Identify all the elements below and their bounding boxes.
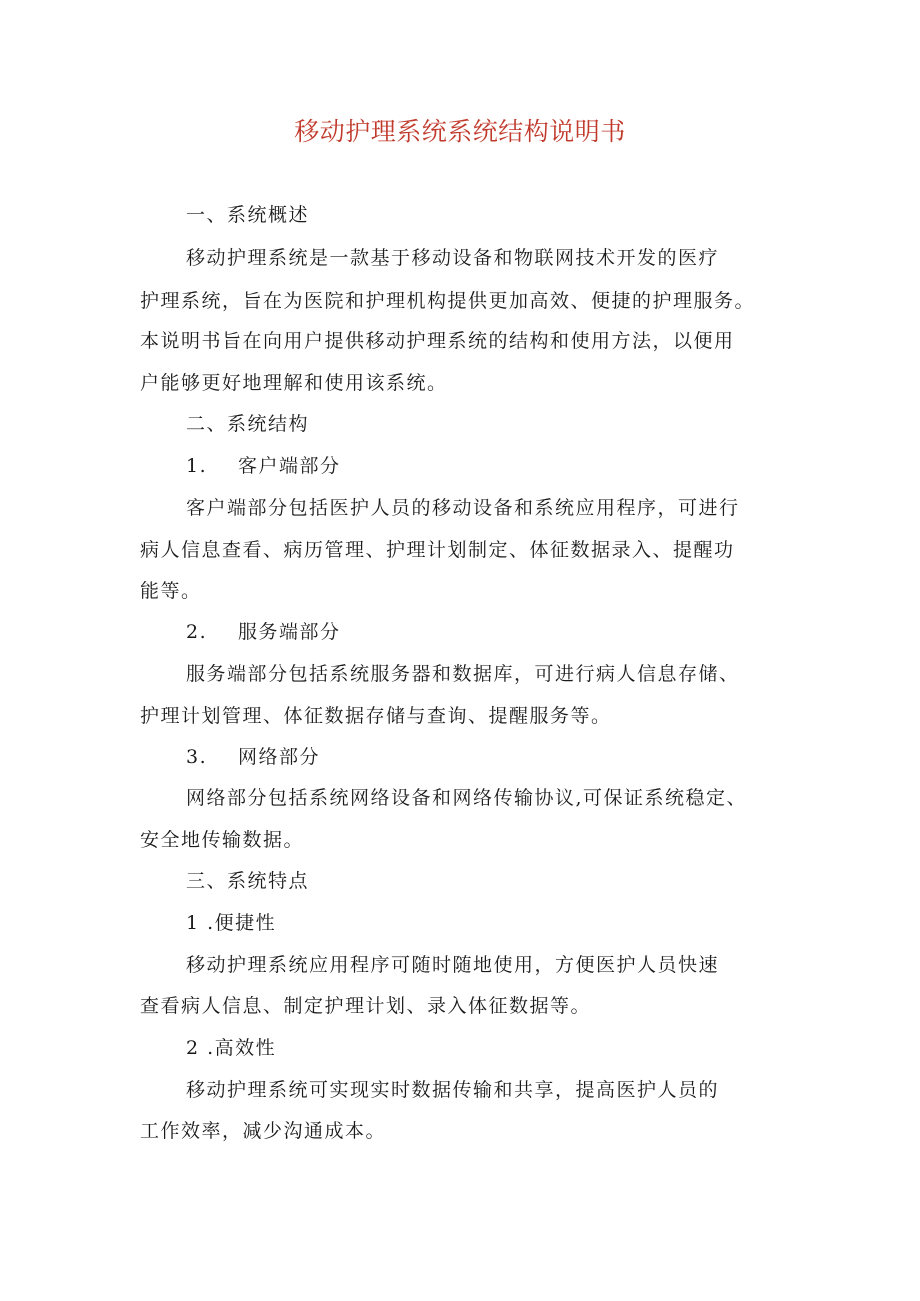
paragraph-line: 网络部分包括系统网络设备和网络传输协议,可保证系统稳定、 <box>186 787 748 809</box>
item-heading-client <box>186 452 341 480</box>
paragraph-line: 工作效率，减少沟通成本。 <box>140 1120 387 1142</box>
item-title: 服务端部分 <box>238 621 341 643</box>
section-heading-features: 三、系统特点 <box>186 870 310 892</box>
paragraph-line: 护理系统，旨在为医院和护理机构提供更加高效、便捷的护理服务。 <box>140 290 756 312</box>
paragraph-line: 户能够更好地理解和使用该系统。 <box>140 372 448 394</box>
paragraph-line: 安全地传输数据。 <box>140 829 305 851</box>
item-heading-efficiency: 2 .高效性 <box>186 1037 277 1059</box>
section-heading-overview: 一、系统概述 <box>186 204 310 226</box>
paragraph-line: 查看病人信息、制定护理计划、录入体征数据等。 <box>140 995 592 1017</box>
item-heading-network <box>186 743 320 771</box>
item-number: 1. <box>186 455 208 477</box>
paragraph-line: 客户端部分包括医护人员的移动设备和系统应用程序，可进行 <box>186 497 740 519</box>
item-heading-server <box>186 618 341 646</box>
item-title: 客户端部分 <box>238 455 341 477</box>
paragraph-line: 本说明书旨在向用户提供移动护理系统的结构和使用方法，以便用 <box>140 330 735 352</box>
paragraph-line: 能等。 <box>140 580 202 602</box>
paragraph-line: 移动护理系统应用程序可随时随地使用，方便医护人员快速 <box>186 954 720 976</box>
item-number: 3. <box>186 746 208 768</box>
item-number: 2. <box>186 621 208 643</box>
item-heading-convenience: 1 .便捷性 <box>186 912 277 934</box>
paragraph-line: 病人信息查看、病历管理、护理计划制定、体征数据录入、提醒功 <box>140 539 735 561</box>
paragraph-line: 护理计划管理、体征数据存储与查询、提醒服务等。 <box>140 705 612 727</box>
item-title: 网络部分 <box>238 746 321 768</box>
section-heading-structure: 二、系统结构 <box>186 413 310 435</box>
paragraph-line: 移动护理系统是一款基于移动设备和物联网技术开发的医疗 <box>186 247 720 269</box>
paragraph-line: 移动护理系统可实现实时数据传输和共享，提高医护人员的 <box>186 1079 720 1101</box>
document-title: 移动护理系统系统结构说明书 <box>294 117 626 146</box>
paragraph-line: 服务端部分包括系统服务器和数据库，可进行病人信息存储、 <box>186 663 740 685</box>
